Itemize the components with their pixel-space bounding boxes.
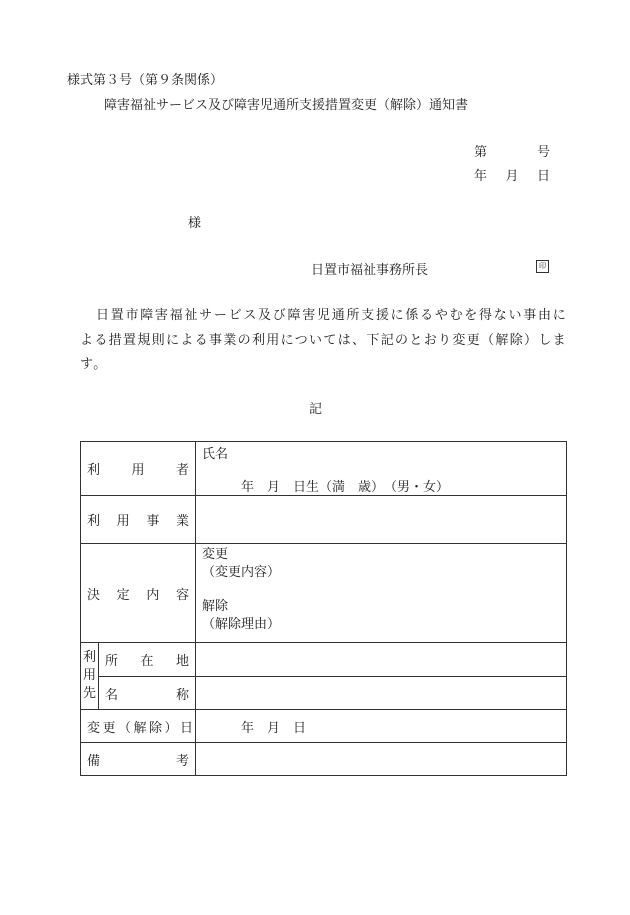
row-service <box>81 496 567 544</box>
user-label-cell <box>81 442 196 496</box>
seal-mark: 印 <box>536 260 549 273</box>
cancel-reason: （解除理由） <box>202 617 281 632</box>
number-dai: 第 <box>474 145 488 160</box>
provider-name-label-cell <box>99 677 196 710</box>
addressee-suffix: 様 <box>188 216 202 231</box>
row-remarks <box>81 743 567 776</box>
remarks-value-cell[interactable] <box>196 743 567 776</box>
row-provider-address <box>81 643 567 677</box>
cancel-label: 解除 <box>202 599 229 614</box>
row-change-date <box>81 710 567 743</box>
service-label-cell <box>81 496 196 544</box>
address-label-cell <box>99 643 196 677</box>
change-date-value-cell[interactable] <box>196 710 567 743</box>
name-label: 氏名 <box>202 447 229 462</box>
service-label: 利 用 事 業 <box>87 514 189 529</box>
document-number <box>474 141 550 160</box>
date-hi: 日 <box>536 169 550 184</box>
date-tsuki: 月 <box>505 169 519 184</box>
user-label: 利 用 者 <box>87 463 190 478</box>
change-label: 変更 <box>202 547 229 562</box>
date-nen: 年 <box>474 169 488 184</box>
issue-date <box>474 165 550 184</box>
provider-name-value-cell[interactable] <box>196 677 567 710</box>
decision-label-cell <box>81 544 196 643</box>
user-value-cell[interactable] <box>196 442 567 496</box>
address-value-cell[interactable] <box>196 643 567 677</box>
address-label: 所 在 地 <box>105 654 190 669</box>
change-date-label-cell <box>81 710 196 743</box>
body-paragraph: 日置市障害福祉サービス及び障害児通所支援に係るやむを得ない事由による措置規則による事業の利用については、下記のとおり変更（解除）します。 <box>80 308 567 372</box>
decision-label: 決 定 内 容 <box>87 587 189 603</box>
change-date-value: 年 月 日 <box>241 720 307 736</box>
provider-name-label: 名 称 <box>105 687 190 703</box>
row-provider-name <box>81 677 567 710</box>
form-number: 様式第３号（第９条関係） <box>67 73 224 88</box>
birth-line: 年 月 日生（満 歳） （男・女） <box>241 480 450 495</box>
row-user <box>81 442 567 496</box>
decision-value-cell[interactable] <box>196 544 567 643</box>
service-value-cell[interactable] <box>196 496 567 544</box>
row-decision <box>81 544 567 643</box>
ki-heading: 記 <box>309 402 323 417</box>
remarks-label-cell <box>81 743 196 776</box>
remarks-label: 備 考 <box>87 753 190 769</box>
number-go: 号 <box>536 145 550 160</box>
document-title: 障害福祉サービス及び障害児通所支援措置変更（解除）通知書 <box>104 98 469 113</box>
provider-group-label: 利 用 先 <box>81 643 99 710</box>
detail-table <box>80 441 567 776</box>
issuer-name: 日置市福祉事務所長 <box>311 263 429 278</box>
change-detail: （変更内容） <box>202 565 281 580</box>
change-date-label: 変 更 （ 解 除 ） 日 <box>87 720 194 736</box>
